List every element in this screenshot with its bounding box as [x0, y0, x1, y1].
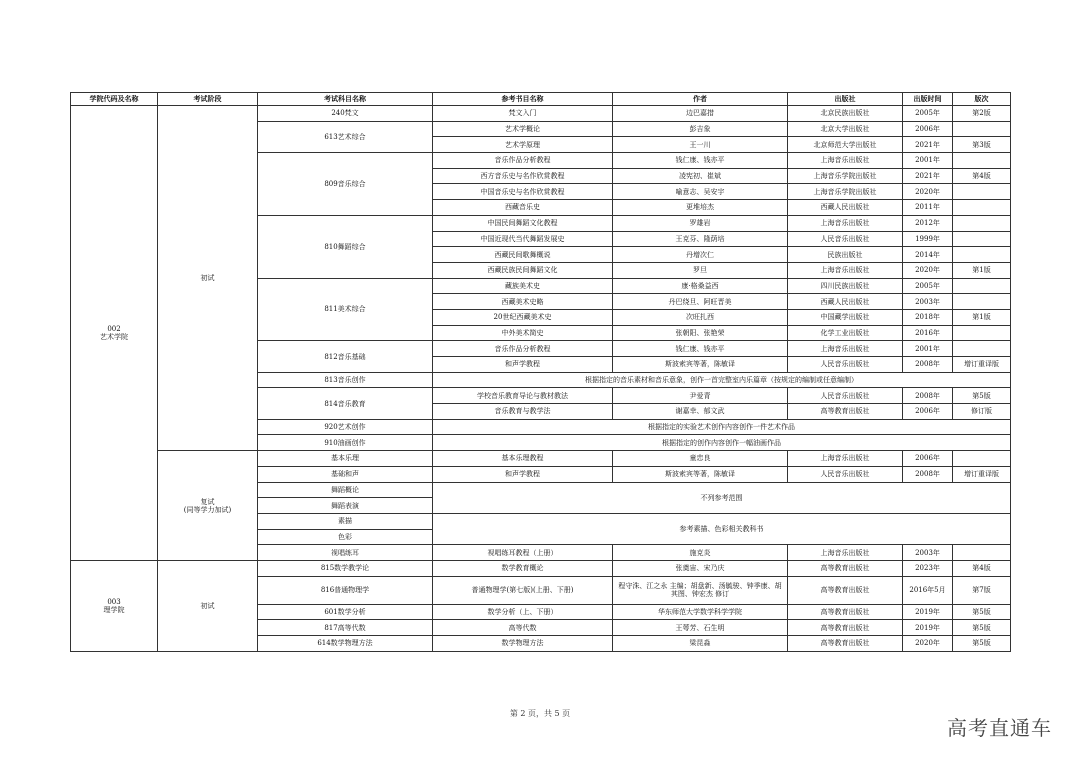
author-cell: 张奠宙、宋乃庆	[613, 560, 788, 576]
author-cell: 梁昆淼	[613, 636, 788, 652]
author-cell: 喻意志、吴安宇	[613, 184, 788, 200]
edition-cell: 第5版	[953, 604, 1011, 620]
edition-cell: 修订版	[953, 404, 1011, 420]
header-subject: 考试科目名称	[258, 93, 433, 106]
publisher-cell: 化学工业出版社	[788, 325, 903, 341]
publisher-cell: 北京师范大学出版社	[788, 137, 903, 153]
subject-cell: 816普通物理学	[258, 576, 433, 604]
college-code: 003	[107, 597, 121, 606]
book-cell: 梵文入门	[433, 106, 613, 122]
book-cell: 视唱练耳教程（上册）	[433, 545, 613, 561]
date-cell: 2003年	[903, 545, 953, 561]
book-cell: 和声学教程	[433, 357, 613, 373]
header-author: 作者	[613, 93, 788, 106]
date-cell: 2006年	[903, 451, 953, 467]
publisher-cell: 上海音乐出版社	[788, 451, 903, 467]
requirement-note: 参考素描、色彩相关教科书	[433, 513, 1011, 544]
publisher-cell: 高等教育出版社	[788, 604, 903, 620]
book-cell: 艺术学概论	[433, 121, 613, 137]
stage-retest-cell	[158, 451, 258, 561]
date-cell: 2020年	[903, 636, 953, 652]
date-cell: 2023年	[903, 560, 953, 576]
watermark-text: 高考直通车	[947, 716, 1052, 740]
header-book: 参考书目名称	[433, 93, 613, 106]
edition-cell	[953, 341, 1011, 357]
publisher-cell: 高等教育出版社	[788, 404, 903, 420]
date-cell: 2016年5月	[903, 576, 953, 604]
stage-initial-cell: 初试	[158, 560, 258, 651]
subject-cell: 舞蹈表演	[258, 498, 433, 514]
edition-cell: 第2版	[953, 106, 1011, 122]
publisher-cell: 人民音乐出版社	[788, 388, 903, 404]
edition-cell	[953, 121, 1011, 137]
publisher-cell: 北京民族出版社	[788, 106, 903, 122]
edition-cell: 第3版	[953, 137, 1011, 153]
edition-cell: 第7版	[953, 576, 1011, 604]
subject-cell: 910油画创作	[258, 435, 433, 451]
edition-cell: 第1版	[953, 262, 1011, 278]
stage-initial-cell: 初试	[158, 106, 258, 451]
edition-cell	[953, 200, 1011, 216]
subject-cell: 基本乐理	[258, 451, 433, 467]
subject-cell: 舞蹈概论	[258, 482, 433, 498]
date-cell: 2008年	[903, 357, 953, 373]
edition-cell	[953, 545, 1011, 561]
edition-cell	[953, 325, 1011, 341]
publisher-cell: 高等教育出版社	[788, 576, 903, 604]
book-cell: 中国民间舞蹈文化教程	[433, 215, 613, 231]
date-cell: 2012年	[903, 215, 953, 231]
date-cell: 2006年	[903, 121, 953, 137]
book-cell: 西藏民间歌舞概说	[433, 247, 613, 263]
edition-cell	[953, 247, 1011, 263]
publisher-cell: 上海音乐学院出版社	[788, 168, 903, 184]
author-cell: 次旺扎西	[613, 309, 788, 325]
author-cell: 更堆培杰	[613, 200, 788, 216]
college-name: 理学院	[103, 605, 125, 614]
date-cell: 2021年	[903, 137, 953, 153]
book-cell: 藏族美术史	[433, 278, 613, 294]
date-cell: 2003年	[903, 294, 953, 310]
subject-cell: 810舞蹈综合	[258, 215, 433, 278]
college-003-cell	[71, 560, 158, 651]
publisher-cell: 人民音乐出版社	[788, 466, 903, 482]
subject-cell: 815数学教学论	[258, 560, 433, 576]
date-cell: 2019年	[903, 620, 953, 636]
edition-cell: 第4版	[953, 168, 1011, 184]
subject-cell: 809音乐综合	[258, 153, 433, 216]
date-cell: 2020年	[903, 184, 953, 200]
requirement-note: 不列参考范围	[433, 482, 1011, 513]
subject-cell: 920艺术创作	[258, 419, 433, 435]
edition-cell	[953, 231, 1011, 247]
book-cell: 数学教育概论	[433, 560, 613, 576]
author-cell: 王克芬、隆荫培	[613, 231, 788, 247]
author-cell: 王萼芳、石生明	[613, 620, 788, 636]
book-cell: 西藏音乐史	[433, 200, 613, 216]
subject-cell: 613艺术综合	[258, 121, 433, 152]
author-cell: 丹增次仁	[613, 247, 788, 263]
stage-retest-label: 复试	[200, 497, 215, 506]
header-college: 学院代码及名称	[71, 93, 158, 106]
college-code: 002	[107, 324, 121, 333]
stage-retest-note: (同等学力加试)	[183, 505, 232, 514]
author-cell: 康·格桑益西	[613, 278, 788, 294]
author-cell: 丹巴绕旦、阿旺晋美	[613, 294, 788, 310]
college-002-cell	[71, 106, 158, 561]
requirement-note: 根据指定的创作内容创作一幅油画作品	[433, 435, 1011, 451]
subject-cell: 基础和声	[258, 466, 433, 482]
header-row	[71, 93, 1011, 106]
publisher-cell: 上海音乐出版社	[788, 153, 903, 169]
author-cell: 钱仁康、钱亦平	[613, 341, 788, 357]
author-cell: 边巴嘉措	[613, 106, 788, 122]
subject-cell: 614数学物理方法	[258, 636, 433, 652]
publisher-cell: 西藏人民出版社	[788, 200, 903, 216]
publisher-cell: 上海音乐出版社	[788, 262, 903, 278]
date-cell: 1999年	[903, 231, 953, 247]
author-cell: 罗旦	[613, 262, 788, 278]
author-cell: 华东师范大学数学科学学院	[613, 604, 788, 620]
subject-cell: 811美术综合	[258, 278, 433, 341]
book-cell: 和声学教程	[433, 466, 613, 482]
publisher-cell: 西藏人民出版社	[788, 294, 903, 310]
requirement-note: 根据指定的音乐素材和音乐意象，创作一首完整室内乐篇章（按规定的编制或任意编制）	[433, 372, 1011, 388]
publisher-cell: 上海音乐出版社	[788, 215, 903, 231]
author-cell: 程守洙、江之永 主编；胡盘新、汤毓骏、钟季康、胡其图、钟宏杰 修订	[613, 576, 788, 604]
author-cell: 斯波索宾等著，陈敏译	[613, 357, 788, 373]
publisher-cell: 四川民族出版社	[788, 278, 903, 294]
publisher-cell: 上海音乐出版社	[788, 545, 903, 561]
subject-cell: 817高等代数	[258, 620, 433, 636]
book-cell: 中外美术简史	[433, 325, 613, 341]
subject-cell: 色彩	[258, 529, 433, 545]
date-cell: 2016年	[903, 325, 953, 341]
publisher-cell: 北京大学出版社	[788, 121, 903, 137]
author-cell: 童忠良	[613, 451, 788, 467]
publisher-cell: 人民音乐出版社	[788, 231, 903, 247]
date-cell: 2011年	[903, 200, 953, 216]
edition-cell: 第5版	[953, 620, 1011, 636]
header-edition: 版次	[953, 93, 1011, 106]
author-cell: 凌宪初、崔斌	[613, 168, 788, 184]
publisher-cell: 中国藏学出版社	[788, 309, 903, 325]
date-cell: 2018年	[903, 309, 953, 325]
publisher-cell: 高等教育出版社	[788, 620, 903, 636]
date-cell: 2014年	[903, 247, 953, 263]
requirement-note: 根据指定的实验艺术创作内容创作一件艺术作品	[433, 419, 1011, 435]
publisher-cell: 上海音乐学院出版社	[788, 184, 903, 200]
author-cell: 罗雄岩	[613, 215, 788, 231]
edition-cell: 增订重译版	[953, 357, 1011, 373]
edition-cell	[953, 451, 1011, 467]
book-cell: 普通物理学(第七版)(上册、下册)	[433, 576, 613, 604]
book-cell: 20世纪西藏美术史	[433, 309, 613, 325]
edition-cell	[953, 184, 1011, 200]
table-row	[71, 560, 1011, 576]
book-cell: 数学分析（上、下册）	[433, 604, 613, 620]
date-cell: 2019年	[903, 604, 953, 620]
book-cell: 西藏民族民间舞蹈文化	[433, 262, 613, 278]
subject-cell: 240梵文	[258, 106, 433, 122]
publisher-cell: 高等教育出版社	[788, 636, 903, 652]
date-cell: 2005年	[903, 278, 953, 294]
header-stage: 考试阶段	[158, 93, 258, 106]
edition-cell: 第4版	[953, 560, 1011, 576]
subject-cell: 601数学分析	[258, 604, 433, 620]
publisher-cell: 人民音乐出版社	[788, 357, 903, 373]
subject-cell: 813音乐创作	[258, 372, 433, 388]
book-cell: 中国近现代当代舞蹈发展史	[433, 231, 613, 247]
date-cell: 2005年	[903, 106, 953, 122]
table-row	[71, 451, 1011, 467]
book-cell: 西方音乐史与名作欣赏教程	[433, 168, 613, 184]
book-cell: 高等代数	[433, 620, 613, 636]
author-cell: 钱仁康、钱亦平	[613, 153, 788, 169]
book-cell: 音乐教育与教学法	[433, 404, 613, 420]
edition-cell	[953, 278, 1011, 294]
book-cell: 数学物理方法	[433, 636, 613, 652]
header-publisher: 出版社	[788, 93, 903, 106]
book-cell: 西藏美术史略	[433, 294, 613, 310]
publisher-cell: 上海音乐出版社	[788, 341, 903, 357]
author-cell: 王一川	[613, 137, 788, 153]
date-cell: 2021年	[903, 168, 953, 184]
date-cell: 2008年	[903, 388, 953, 404]
reference-book-table	[70, 92, 1011, 652]
page-number: 第 2 页，共 5 页	[509, 709, 571, 718]
book-cell: 音乐作品分析教程	[433, 153, 613, 169]
college-name: 艺术学院	[100, 332, 128, 341]
edition-cell: 增订重译版	[953, 466, 1011, 482]
edition-cell: 第5版	[953, 636, 1011, 652]
edition-cell	[953, 153, 1011, 169]
edition-cell	[953, 215, 1011, 231]
subject-cell: 视唱练耳	[258, 545, 433, 561]
author-cell: 施克炎	[613, 545, 788, 561]
date-cell: 2008年	[903, 466, 953, 482]
date-cell: 2006年	[903, 404, 953, 420]
publisher-cell: 高等教育出版社	[788, 560, 903, 576]
edition-cell: 第5版	[953, 388, 1011, 404]
date-cell: 2001年	[903, 341, 953, 357]
book-cell: 学校音乐教育导论与教材教法	[433, 388, 613, 404]
author-cell: 斯波索宾等著，陈敏译	[613, 466, 788, 482]
edition-cell	[953, 294, 1011, 310]
author-cell: 张朝阳、张艳荣	[613, 325, 788, 341]
edition-cell: 第1版	[953, 309, 1011, 325]
subject-cell: 812音乐基础	[258, 341, 433, 372]
book-cell: 基本乐理教程	[433, 451, 613, 467]
subject-cell: 素描	[258, 513, 433, 529]
table-row	[71, 106, 1011, 122]
date-cell: 2020年	[903, 262, 953, 278]
date-cell: 2001年	[903, 153, 953, 169]
subject-cell: 814音乐教育	[258, 388, 433, 419]
author-cell: 尹爱青	[613, 388, 788, 404]
author-cell: 谢嘉幸、郁文武	[613, 404, 788, 420]
header-date: 出版时间	[903, 93, 953, 106]
book-cell: 艺术学原理	[433, 137, 613, 153]
publisher-cell: 民族出版社	[788, 247, 903, 263]
book-cell: 中国音乐史与名作欣赏教程	[433, 184, 613, 200]
book-cell: 音乐作品分析教程	[433, 341, 613, 357]
author-cell: 彭吉象	[613, 121, 788, 137]
